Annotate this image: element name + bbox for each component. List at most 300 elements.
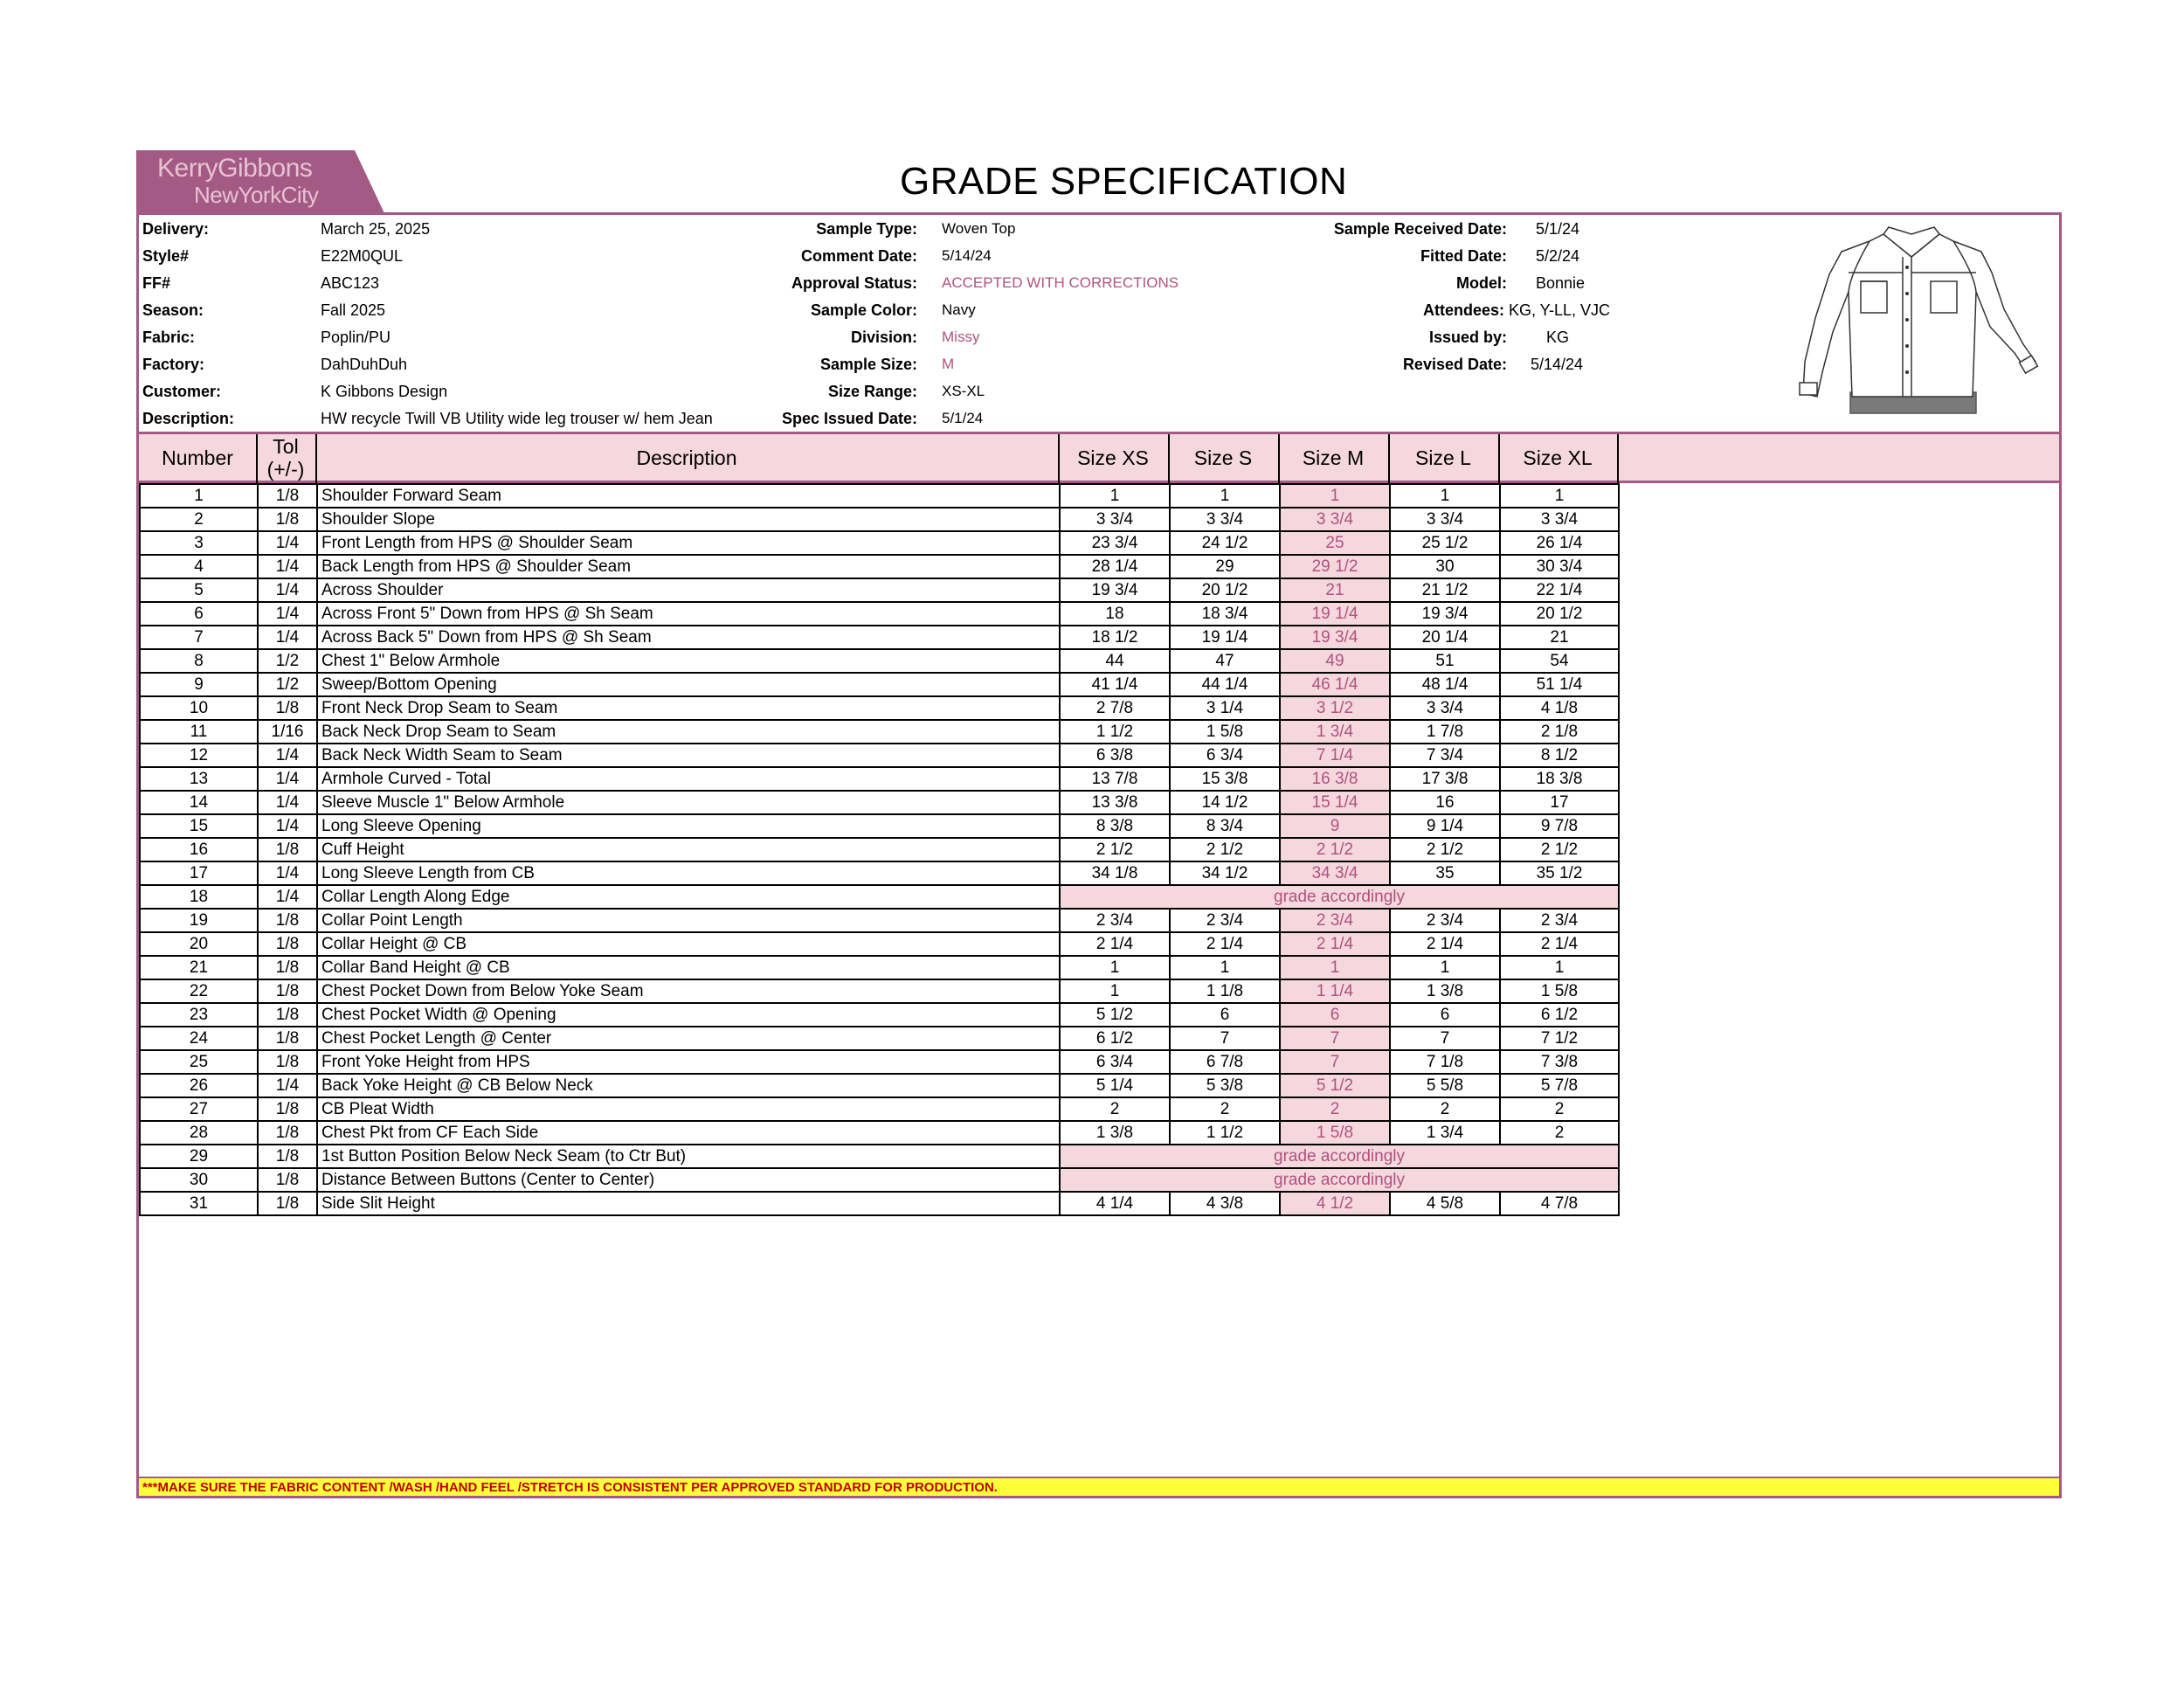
row-tolerance: 1/8 xyxy=(258,1050,317,1074)
table-row xyxy=(140,1027,1619,1050)
info-value: K Gibbons Design xyxy=(321,383,448,400)
row-number: 31 xyxy=(140,1192,258,1215)
cell-size-xs: 1 xyxy=(1060,979,1170,1003)
row-description: Distance Between Buttons (Center to Center) xyxy=(317,1168,1060,1192)
col-description: Description xyxy=(636,446,737,469)
cell-size-l: 3 3/4 xyxy=(1390,696,1500,720)
row-number: 28 xyxy=(140,1121,258,1145)
row-number: 9 xyxy=(140,673,258,696)
cell-size-s: 3 3/4 xyxy=(1170,508,1280,531)
row-description: Across Back 5" Down from HPS @ Sh Seam xyxy=(317,626,1060,649)
table-row xyxy=(140,1074,1619,1097)
row-description: Shoulder Slope xyxy=(317,508,1060,531)
cell-size-l: 2 xyxy=(1390,1097,1500,1121)
info-label: Factory: xyxy=(142,356,205,373)
row-tolerance: 1/8 xyxy=(258,1192,317,1215)
cell-size-xl: 9 7/8 xyxy=(1500,814,1619,838)
cell-size-xs: 6 3/8 xyxy=(1060,744,1170,767)
row-description: Collar Band Height @ CB xyxy=(317,956,1060,979)
cell-size-xs: 2 1/4 xyxy=(1060,932,1170,956)
row-tolerance: 1/4 xyxy=(258,744,317,767)
cell-size-m: 4 1/2 xyxy=(1280,1192,1390,1215)
info-label: Fitted Date: xyxy=(1420,247,1507,265)
cell-size-s: 1 1/2 xyxy=(1170,1121,1280,1145)
cell-size-l: 19 3/4 xyxy=(1390,602,1500,626)
info-value: Missy xyxy=(942,329,980,345)
cell-size-m: 7 xyxy=(1280,1027,1390,1050)
cell-size-xl: 6 1/2 xyxy=(1500,1003,1619,1027)
cell-size-xs: 41 1/4 xyxy=(1060,673,1170,696)
info-value: DahDuhDuh xyxy=(321,356,408,373)
cell-size-s: 2 3/4 xyxy=(1170,909,1280,932)
cell-size-m: 3 3/4 xyxy=(1280,508,1390,531)
row-description: CB Pleat Width xyxy=(317,1097,1060,1121)
cell-size-xs: 6 1/2 xyxy=(1060,1027,1170,1050)
cell-size-s: 24 1/2 xyxy=(1170,531,1280,555)
cell-size-m: 6 xyxy=(1280,1003,1390,1027)
table-row xyxy=(140,720,1619,744)
row-tolerance: 1/8 xyxy=(258,508,317,531)
cell-size-m: 15 1/4 xyxy=(1280,791,1390,814)
table-row xyxy=(140,1121,1619,1145)
row-number: 30 xyxy=(140,1168,258,1192)
cell-size-l: 4 5/8 xyxy=(1390,1192,1500,1215)
info-value: XS-XL xyxy=(942,383,985,399)
grade-table xyxy=(139,483,1620,1216)
column-header xyxy=(139,434,2059,483)
row-tolerance: 1/4 xyxy=(258,626,317,649)
row-tolerance: 1/4 xyxy=(258,602,317,626)
cell-size-xl: 2 xyxy=(1500,1121,1619,1145)
cell-size-s: 14 1/2 xyxy=(1170,791,1280,814)
col-divider xyxy=(1278,434,1280,483)
row-tolerance: 1/4 xyxy=(258,1074,317,1097)
cell-size-xl: 2 1/8 xyxy=(1500,720,1619,744)
cell-size-s: 2 1/2 xyxy=(1170,838,1280,861)
cell-size-s: 19 1/4 xyxy=(1170,626,1280,649)
cell-size-xl: 1 xyxy=(1500,484,1619,508)
row-number: 17 xyxy=(140,861,258,885)
cell-size-m: 16 3/8 xyxy=(1280,767,1390,791)
cell-size-xs: 4 1/4 xyxy=(1060,1192,1170,1215)
info-value: HW recycle Twill VB Utility wide leg trouser w/ hem Jean xyxy=(321,410,713,427)
cell-size-l: 20 1/4 xyxy=(1390,626,1500,649)
col-divider xyxy=(1617,434,1619,483)
info-value: 5/1/24 xyxy=(942,410,984,426)
info-label: Customer: xyxy=(142,383,222,400)
cell-size-xl: 35 1/2 xyxy=(1500,861,1619,885)
info-value: KG, Y-LL, VJC xyxy=(1509,301,1611,319)
row-description: Shoulder Forward Seam xyxy=(317,484,1060,508)
cell-size-l: 48 1/4 xyxy=(1390,673,1500,696)
row-tolerance: 1/8 xyxy=(258,956,317,979)
cell-size-xs: 18 1/2 xyxy=(1060,626,1170,649)
row-description: Chest Pkt from CF Each Side xyxy=(317,1121,1060,1145)
row-number: 11 xyxy=(140,720,258,744)
row-description: Sleeve Muscle 1" Below Armhole xyxy=(317,791,1060,814)
row-number: 18 xyxy=(140,885,258,909)
cell-size-l: 21 1/2 xyxy=(1390,578,1500,602)
row-description: Front Length from HPS @ Shoulder Seam xyxy=(317,531,1060,555)
row-tolerance: 1/8 xyxy=(258,1168,317,1192)
info-label: Delivery: xyxy=(142,220,210,238)
table-row xyxy=(140,602,1619,626)
cell-size-m: 7 xyxy=(1280,1050,1390,1074)
row-tolerance: 1/8 xyxy=(258,979,317,1003)
cell-size-l: 7 3/4 xyxy=(1390,744,1500,767)
row-description: Long Sleeve Length from CB xyxy=(317,861,1060,885)
cell-size-l: 35 xyxy=(1390,861,1500,885)
row-number: 27 xyxy=(140,1097,258,1121)
logo-subtext: NewYorkCity xyxy=(194,182,319,208)
info-value: Navy xyxy=(942,301,976,318)
cell-size-xs: 3 3/4 xyxy=(1060,508,1170,531)
info-value: KG xyxy=(1546,329,1570,346)
table-row xyxy=(140,838,1619,861)
row-number: 25 xyxy=(140,1050,258,1074)
row-number: 12 xyxy=(140,744,258,767)
cell-size-m: 21 xyxy=(1280,578,1390,602)
row-tolerance: 1/2 xyxy=(258,673,317,696)
table-row xyxy=(140,767,1619,791)
row-number: 3 xyxy=(140,531,258,555)
cell-size-xl: 21 xyxy=(1500,626,1619,649)
info-value: Fall 2025 xyxy=(321,301,386,319)
cell-size-l: 1 3/4 xyxy=(1390,1121,1500,1145)
cell-size-l: 7 1/8 xyxy=(1390,1050,1500,1074)
cell-size-xs: 34 1/8 xyxy=(1060,861,1170,885)
col-size-xs: Size XS xyxy=(1077,446,1149,469)
cell-size-l: 6 xyxy=(1390,1003,1500,1027)
row-description: Armhole Curved - Total xyxy=(317,767,1060,791)
row-tolerance: 1/8 xyxy=(258,696,317,720)
row-number: 22 xyxy=(140,979,258,1003)
row-number: 13 xyxy=(140,767,258,791)
row-description: Cuff Height xyxy=(317,838,1060,861)
cell-size-l: 2 1/4 xyxy=(1390,932,1500,956)
row-description: 1st Button Position Below Neck Seam (to Ctr But) xyxy=(317,1145,1060,1168)
col-divider xyxy=(1388,434,1390,483)
cell-size-l: 1 3/8 xyxy=(1390,979,1500,1003)
col-tol-sub: (+/-) xyxy=(266,457,305,481)
cell-size-l: 1 xyxy=(1390,956,1500,979)
cell-size-xl: 1 xyxy=(1500,956,1619,979)
cell-size-s: 3 1/4 xyxy=(1170,696,1280,720)
row-description: Chest 1" Below Armhole xyxy=(317,649,1060,673)
cell-size-xs: 19 3/4 xyxy=(1060,578,1170,602)
cell-size-m: 2 3/4 xyxy=(1280,909,1390,932)
row-number: 7 xyxy=(140,626,258,649)
cell-size-m: 49 xyxy=(1280,649,1390,673)
cell-size-m: 1 xyxy=(1280,484,1390,508)
cell-size-xl: 7 3/8 xyxy=(1500,1050,1619,1074)
cell-size-xl: 5 7/8 xyxy=(1500,1074,1619,1097)
table-row xyxy=(140,1097,1619,1121)
cell-size-s: 6 7/8 xyxy=(1170,1050,1280,1074)
col-size-l: Size L xyxy=(1415,446,1471,469)
cell-size-xs: 6 3/4 xyxy=(1060,1050,1170,1074)
table-row xyxy=(140,956,1619,979)
row-description: Side Slit Height xyxy=(317,1192,1060,1215)
cell-size-m: 3 1/2 xyxy=(1280,696,1390,720)
col-tol xyxy=(256,434,315,481)
cell-size-xs: 8 3/8 xyxy=(1060,814,1170,838)
table-row xyxy=(140,696,1619,720)
info-value: Woven Top xyxy=(942,220,1016,237)
cell-size-xl: 18 3/8 xyxy=(1500,767,1619,791)
info-label: Spec Issued Date: xyxy=(781,410,917,427)
row-number: 23 xyxy=(140,1003,258,1027)
table-row xyxy=(140,649,1619,673)
info-label: Fabric: xyxy=(142,329,196,346)
row-number: 8 xyxy=(140,649,258,673)
cell-size-m: 29 1/2 xyxy=(1280,555,1390,578)
row-grade-note: grade accordingly xyxy=(1060,1145,1619,1168)
table-row xyxy=(140,1003,1619,1027)
row-description: Long Sleeve Opening xyxy=(317,814,1060,838)
row-description: Chest Pocket Length @ Center xyxy=(317,1027,1060,1050)
table-row xyxy=(140,1145,1619,1168)
table-row xyxy=(140,861,1619,885)
col-size-s: Size S xyxy=(1193,446,1253,469)
cell-size-m: 5 1/2 xyxy=(1280,1074,1390,1097)
info-label: Style# xyxy=(142,247,190,265)
shirt-sketch-icon xyxy=(1798,222,2042,423)
row-description: Chest Pocket Width @ Opening xyxy=(317,1003,1060,1027)
cell-size-xs: 2 3/4 xyxy=(1060,909,1170,932)
col-number: Number xyxy=(162,446,233,469)
cell-size-s: 18 3/4 xyxy=(1170,602,1280,626)
row-description: Sweep/Bottom Opening xyxy=(317,673,1060,696)
cell-size-s: 8 3/4 xyxy=(1170,814,1280,838)
table-row xyxy=(140,885,1619,909)
cell-size-s: 29 xyxy=(1170,555,1280,578)
table-row xyxy=(140,909,1619,932)
cell-size-m: 1 5/8 xyxy=(1280,1121,1390,1145)
row-number: 29 xyxy=(140,1145,258,1168)
cell-size-xs: 2 xyxy=(1060,1097,1170,1121)
row-number: 5 xyxy=(140,578,258,602)
row-description: Front Neck Drop Seam to Seam xyxy=(317,696,1060,720)
info-value: Poplin/PU xyxy=(321,329,391,346)
row-description: Across Front 5" Down from HPS @ Sh Seam xyxy=(317,602,1060,626)
info-label: Approval Status: xyxy=(791,274,917,292)
table-row xyxy=(140,979,1619,1003)
cell-size-s: 2 xyxy=(1170,1097,1280,1121)
cell-size-m: 2 1/2 xyxy=(1280,838,1390,861)
info-label: Sample Size: xyxy=(819,356,917,373)
row-tolerance: 1/8 xyxy=(258,484,317,508)
table-row xyxy=(140,531,1619,555)
row-description: Back Neck Drop Seam to Seam xyxy=(317,720,1060,744)
info-label: Attendees: xyxy=(1422,301,1504,319)
table-row xyxy=(140,1168,1619,1192)
cell-size-xs: 1 1/2 xyxy=(1060,720,1170,744)
cell-size-xl: 4 7/8 xyxy=(1500,1192,1619,1215)
row-tolerance: 1/8 xyxy=(258,1121,317,1145)
info-label: Season: xyxy=(142,301,204,319)
info-value: E22M0QUL xyxy=(321,247,404,265)
cell-size-xs: 5 1/2 xyxy=(1060,1003,1170,1027)
row-description: Across Shoulder xyxy=(317,578,1060,602)
info-label: Model: xyxy=(1456,274,1507,292)
info-label: Sample Received Date: xyxy=(1333,220,1507,238)
cell-size-l: 30 xyxy=(1390,555,1500,578)
table-row xyxy=(140,1192,1619,1215)
cell-size-xl: 26 1/4 xyxy=(1500,531,1619,555)
row-grade-note: grade accordingly xyxy=(1060,1168,1619,1192)
cell-size-s: 47 xyxy=(1170,649,1280,673)
cell-size-s: 4 3/8 xyxy=(1170,1192,1280,1215)
cell-size-s: 1 xyxy=(1170,956,1280,979)
row-number: 26 xyxy=(140,1074,258,1097)
cell-size-m: 19 1/4 xyxy=(1280,602,1390,626)
col-divider xyxy=(1168,434,1170,483)
row-tolerance: 1/2 xyxy=(258,649,317,673)
cell-size-l: 16 xyxy=(1390,791,1500,814)
row-tolerance: 1/8 xyxy=(258,932,317,956)
cell-size-m: 9 xyxy=(1280,814,1390,838)
cell-size-xs: 5 1/4 xyxy=(1060,1074,1170,1097)
cell-size-s: 1 5/8 xyxy=(1170,720,1280,744)
cell-size-l: 25 1/2 xyxy=(1390,531,1500,555)
cell-size-xs: 23 3/4 xyxy=(1060,531,1170,555)
cell-size-xs: 18 xyxy=(1060,602,1170,626)
cell-size-xs: 2 7/8 xyxy=(1060,696,1170,720)
cell-size-l: 51 xyxy=(1390,649,1500,673)
row-number: 20 xyxy=(140,932,258,956)
cell-size-xl: 51 1/4 xyxy=(1500,673,1619,696)
cell-size-l: 2 1/2 xyxy=(1390,838,1500,861)
cell-size-m: 34 3/4 xyxy=(1280,861,1390,885)
cell-size-xs: 1 3/8 xyxy=(1060,1121,1170,1145)
cell-size-m: 25 xyxy=(1280,531,1390,555)
col-divider xyxy=(256,434,258,483)
cell-size-xl: 4 1/8 xyxy=(1500,696,1619,720)
cell-size-xl: 17 xyxy=(1500,791,1619,814)
info-value: March 25, 2025 xyxy=(321,220,431,238)
table-row xyxy=(140,1050,1619,1074)
row-description: Back Neck Width Seam to Seam xyxy=(317,744,1060,767)
row-tolerance: 1/4 xyxy=(258,578,317,602)
info-value: 5/2/24 xyxy=(1536,247,1580,265)
cell-size-s: 15 3/8 xyxy=(1170,767,1280,791)
cell-size-l: 3 3/4 xyxy=(1390,508,1500,531)
row-number: 19 xyxy=(140,909,258,932)
row-grade-note: grade accordingly xyxy=(1060,885,1619,909)
row-number: 15 xyxy=(140,814,258,838)
cell-size-xs: 13 7/8 xyxy=(1060,767,1170,791)
table-row xyxy=(140,578,1619,602)
row-tolerance: 1/8 xyxy=(258,1145,317,1168)
row-number: 21 xyxy=(140,956,258,979)
cell-size-xs: 44 xyxy=(1060,649,1170,673)
info-label: Comment Date: xyxy=(800,247,917,265)
cell-size-xs: 1 xyxy=(1060,484,1170,508)
row-tolerance: 1/4 xyxy=(258,814,317,838)
info-value: 5/14/24 xyxy=(942,247,992,264)
row-number: 14 xyxy=(140,791,258,814)
row-number: 4 xyxy=(140,555,258,578)
cell-size-l: 1 7/8 xyxy=(1390,720,1500,744)
cell-size-l: 2 3/4 xyxy=(1390,909,1500,932)
cell-size-m: 1 1/4 xyxy=(1280,979,1390,1003)
cell-size-m: 1 3/4 xyxy=(1280,720,1390,744)
cell-size-xl: 1 5/8 xyxy=(1500,979,1619,1003)
info-value: ACCEPTED WITH CORRECTIONS xyxy=(942,274,1179,291)
table-row xyxy=(140,744,1619,767)
row-description: Collar Length Along Edge xyxy=(317,885,1060,909)
cell-size-xl: 8 1/2 xyxy=(1500,744,1619,767)
info-label: Division: xyxy=(850,329,917,346)
row-tolerance: 1/8 xyxy=(258,838,317,861)
row-number: 1 xyxy=(140,484,258,508)
cell-size-m: 2 xyxy=(1280,1097,1390,1121)
cell-size-s: 34 1/2 xyxy=(1170,861,1280,885)
cell-size-xl: 2 1/4 xyxy=(1500,932,1619,956)
cell-size-s: 20 1/2 xyxy=(1170,578,1280,602)
row-tolerance: 1/4 xyxy=(258,555,317,578)
cell-size-m: 46 1/4 xyxy=(1280,673,1390,696)
cell-size-xl: 2 1/2 xyxy=(1500,838,1619,861)
cell-size-s: 44 1/4 xyxy=(1170,673,1280,696)
cell-size-s: 6 3/4 xyxy=(1170,744,1280,767)
info-value: Bonnie xyxy=(1536,274,1586,292)
row-tolerance: 1/8 xyxy=(258,909,317,932)
cell-size-s: 1 1/8 xyxy=(1170,979,1280,1003)
cell-size-m: 2 1/4 xyxy=(1280,932,1390,956)
row-number: 6 xyxy=(140,602,258,626)
row-tolerance: 1/4 xyxy=(258,885,317,909)
row-number: 10 xyxy=(140,696,258,720)
table-row xyxy=(140,626,1619,649)
cell-size-l: 17 3/8 xyxy=(1390,767,1500,791)
info-value: ABC123 xyxy=(321,274,380,292)
table-row xyxy=(140,555,1619,578)
cell-size-m: 1 xyxy=(1280,956,1390,979)
cell-size-xl: 22 1/4 xyxy=(1500,578,1619,602)
table-row xyxy=(140,791,1619,814)
cell-size-xs: 13 3/8 xyxy=(1060,791,1170,814)
col-size-m: Size M xyxy=(1302,446,1365,469)
page-title: GRADE SPECIFICATION xyxy=(900,160,1348,203)
row-tolerance: 1/4 xyxy=(258,861,317,885)
row-description: Back Yoke Height @ CB Below Neck xyxy=(317,1074,1060,1097)
cell-size-s: 5 3/8 xyxy=(1170,1074,1280,1097)
row-description: Front Yoke Height from HPS xyxy=(317,1050,1060,1074)
info-label: Revised Date: xyxy=(1402,356,1507,373)
row-tolerance: 1/4 xyxy=(258,531,317,555)
row-description: Collar Height @ CB xyxy=(317,932,1060,956)
col-divider xyxy=(1498,434,1500,483)
cell-size-xl: 7 1/2 xyxy=(1500,1027,1619,1050)
row-number: 16 xyxy=(140,838,258,861)
cell-size-m: 7 1/4 xyxy=(1280,744,1390,767)
row-description: Back Length from HPS @ Shoulder Seam xyxy=(317,555,1060,578)
row-tolerance: 1/4 xyxy=(258,767,317,791)
cell-size-l: 9 1/4 xyxy=(1390,814,1500,838)
cell-size-l: 7 xyxy=(1390,1027,1500,1050)
info-label: Sample Type: xyxy=(816,220,917,238)
info-value: M xyxy=(942,356,955,372)
table-row xyxy=(140,673,1619,696)
cell-size-l: 1 xyxy=(1390,484,1500,508)
cell-size-s: 7 xyxy=(1170,1027,1280,1050)
info-label: FF# xyxy=(142,274,171,292)
info-label: Description: xyxy=(142,410,235,427)
cell-size-xl: 20 1/2 xyxy=(1500,602,1619,626)
cell-size-xs: 28 1/4 xyxy=(1060,555,1170,578)
